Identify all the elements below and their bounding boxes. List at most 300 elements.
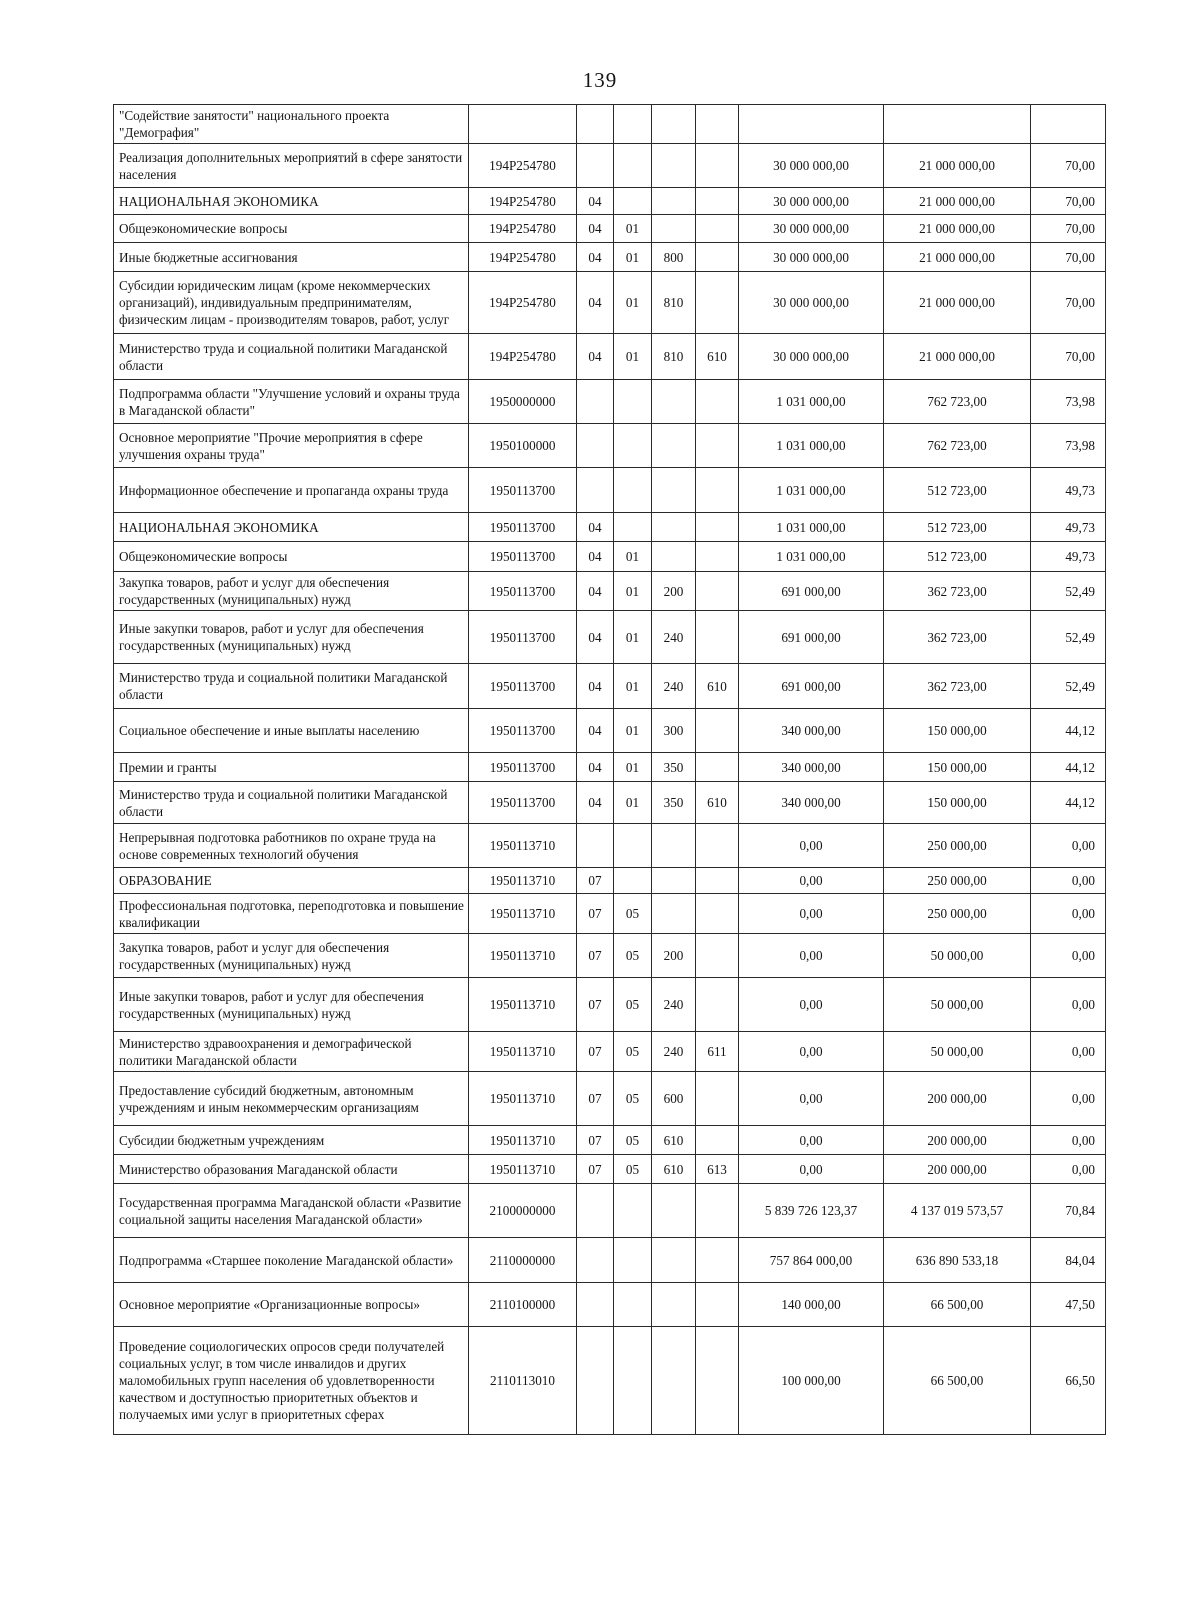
target-article-cell: 2100000000 [469, 1184, 577, 1238]
subsection-cell: 05 [614, 1072, 652, 1126]
planned-amount-cell: 30 000 000,00 [739, 334, 884, 380]
admin-code-cell [696, 513, 739, 542]
expense-type-cell [652, 105, 696, 144]
planned-amount-cell: 340 000,00 [739, 782, 884, 824]
expense-type-cell: 240 [652, 978, 696, 1032]
table-row [114, 144, 1106, 188]
subsection-cell: 01 [614, 664, 652, 709]
subsection-cell [614, 868, 652, 894]
planned-amount-cell: 1 031 000,00 [739, 513, 884, 542]
planned-amount-cell: 30 000 000,00 [739, 215, 884, 243]
target-article-cell: 1950113710 [469, 934, 577, 978]
section-cell [577, 1283, 614, 1327]
admin-code-cell [696, 1238, 739, 1283]
table-row [114, 753, 1106, 782]
subsection-cell: 01 [614, 243, 652, 272]
row-name-cell: Субсидии юридическим лицам (кроме некоммерческих организаций), индивидуальным предпринимателям, физическим лицам - производителям товаров, работ, услуг [114, 272, 469, 334]
table-row [114, 215, 1106, 243]
executed-amount-cell: 21 000 000,00 [884, 272, 1031, 334]
executed-amount-cell: 150 000,00 [884, 782, 1031, 824]
admin-code-cell: 610 [696, 334, 739, 380]
subsection-cell [614, 105, 652, 144]
target-article-cell: 194P254780 [469, 243, 577, 272]
table-row [114, 243, 1106, 272]
target-article-cell: 1950000000 [469, 380, 577, 424]
table-row [114, 1238, 1106, 1283]
percent-cell: 49,73 [1031, 542, 1106, 572]
table-row [114, 272, 1106, 334]
section-cell: 07 [577, 934, 614, 978]
subsection-cell: 05 [614, 978, 652, 1032]
row-name-cell: Подпрограмма «Старшее поколение Магаданской области» [114, 1238, 469, 1283]
row-name-cell: Общеэкономические вопросы [114, 215, 469, 243]
target-article-cell: 1950113710 [469, 1126, 577, 1155]
section-cell [577, 380, 614, 424]
planned-amount-cell: 691 000,00 [739, 611, 884, 664]
admin-code-cell [696, 894, 739, 934]
row-name-cell: Проведение социологических опросов среди получателей социальных услуг, в том числе инвалидов и других маломобильных групп населения об удовлетворенности качеством и доступностью приоритетных объектов и получаемых ими услуг в приоритетных сферах [114, 1327, 469, 1435]
section-cell: 04 [577, 572, 614, 611]
expense-type-cell: 610 [652, 1126, 696, 1155]
table-row [114, 894, 1106, 934]
planned-amount-cell: 30 000 000,00 [739, 243, 884, 272]
section-cell [577, 1238, 614, 1283]
page-number: 139 [582, 68, 618, 92]
planned-amount-cell: 340 000,00 [739, 709, 884, 753]
planned-amount-cell: 0,00 [739, 1032, 884, 1072]
percent-cell: 49,73 [1031, 513, 1106, 542]
table-row [114, 824, 1106, 868]
executed-amount-cell: 21 000 000,00 [884, 334, 1031, 380]
row-name-cell: Предоставление субсидий бюджетным, автономным учреждениям и иным некоммерческим организациям [114, 1072, 469, 1126]
row-name-cell: Премии и гранты [114, 753, 469, 782]
executed-amount-cell: 200 000,00 [884, 1155, 1031, 1184]
expense-type-cell: 810 [652, 334, 696, 380]
subsection-cell [614, 468, 652, 513]
target-article-cell: 1950100000 [469, 424, 577, 468]
table-row [114, 1126, 1106, 1155]
table-row [114, 611, 1106, 664]
section-cell [577, 144, 614, 188]
subsection-cell [614, 1184, 652, 1238]
target-article-cell: 194P254780 [469, 215, 577, 243]
admin-code-cell: 613 [696, 1155, 739, 1184]
section-cell: 04 [577, 709, 614, 753]
expense-type-cell [652, 868, 696, 894]
percent-cell: 70,00 [1031, 215, 1106, 243]
percent-cell: 0,00 [1031, 1126, 1106, 1155]
section-cell: 07 [577, 1072, 614, 1126]
planned-amount-cell: 30 000 000,00 [739, 272, 884, 334]
expense-type-cell [652, 1283, 696, 1327]
planned-amount-cell: 1 031 000,00 [739, 380, 884, 424]
table-body [114, 105, 1106, 1435]
planned-amount-cell: 340 000,00 [739, 753, 884, 782]
admin-code-cell [696, 868, 739, 894]
row-name-cell: Иные закупки товаров, работ и услуг для обеспечения государственных (муниципальных) нужд [114, 978, 469, 1032]
executed-amount-cell: 21 000 000,00 [884, 144, 1031, 188]
planned-amount-cell: 691 000,00 [739, 664, 884, 709]
admin-code-cell [696, 709, 739, 753]
table-row [114, 513, 1106, 542]
percent-cell: 0,00 [1031, 1072, 1106, 1126]
target-article-cell: 1950113710 [469, 894, 577, 934]
executed-amount-cell: 762 723,00 [884, 380, 1031, 424]
planned-amount-cell: 0,00 [739, 934, 884, 978]
row-name-cell: НАЦИОНАЛЬНАЯ ЭКОНОМИКА [114, 188, 469, 215]
executed-amount-cell: 636 890 533,18 [884, 1238, 1031, 1283]
subsection-cell: 05 [614, 894, 652, 934]
planned-amount-cell: 0,00 [739, 978, 884, 1032]
target-article-cell: 194P254780 [469, 188, 577, 215]
subsection-cell [614, 513, 652, 542]
percent-cell: 49,73 [1031, 468, 1106, 513]
planned-amount-cell: 0,00 [739, 868, 884, 894]
section-cell [577, 468, 614, 513]
executed-amount-cell: 200 000,00 [884, 1126, 1031, 1155]
expense-type-cell [652, 824, 696, 868]
expense-type-cell [652, 380, 696, 424]
planned-amount-cell: 5 839 726 123,37 [739, 1184, 884, 1238]
table-row [114, 188, 1106, 215]
admin-code-cell: 610 [696, 664, 739, 709]
table-row [114, 1155, 1106, 1184]
section-cell: 07 [577, 868, 614, 894]
admin-code-cell [696, 424, 739, 468]
section-cell: 04 [577, 611, 614, 664]
subsection-cell: 05 [614, 1155, 652, 1184]
row-name-cell: Государственная программа Магаданской области «Развитие социальной защиты населения Магаданской области» [114, 1184, 469, 1238]
executed-amount-cell: 150 000,00 [884, 709, 1031, 753]
section-cell: 04 [577, 664, 614, 709]
table-row [114, 868, 1106, 894]
subsection-cell [614, 824, 652, 868]
row-name-cell: Информационное обеспечение и пропаганда охраны труда [114, 468, 469, 513]
row-name-cell: Субсидии бюджетным учреждениям [114, 1126, 469, 1155]
target-article-cell: 1950113710 [469, 824, 577, 868]
executed-amount-cell: 150 000,00 [884, 753, 1031, 782]
section-cell [577, 1327, 614, 1435]
percent-cell: 0,00 [1031, 1032, 1106, 1072]
expense-type-cell: 800 [652, 243, 696, 272]
percent-cell: 52,49 [1031, 611, 1106, 664]
subsection-cell [614, 1238, 652, 1283]
table-row [114, 1327, 1106, 1435]
percent-cell: 73,98 [1031, 424, 1106, 468]
expense-type-cell [652, 424, 696, 468]
table-row [114, 978, 1106, 1032]
subsection-cell: 05 [614, 1032, 652, 1072]
target-article-cell: 1950113700 [469, 664, 577, 709]
section-cell: 04 [577, 513, 614, 542]
row-name-cell: Министерство здравоохранения и демографической политики Магаданской области [114, 1032, 469, 1072]
row-name-cell: Закупка товаров, работ и услуг для обеспечения государственных (муниципальных) нужд [114, 572, 469, 611]
section-cell [577, 105, 614, 144]
row-name-cell: Основное мероприятие «Организационные вопросы» [114, 1283, 469, 1327]
row-name-cell: Иные закупки товаров, работ и услуг для обеспечения государственных (муниципальных) нужд [114, 611, 469, 664]
admin-code-cell [696, 572, 739, 611]
subsection-cell: 05 [614, 1126, 652, 1155]
admin-code-cell [696, 243, 739, 272]
section-cell: 04 [577, 215, 614, 243]
section-cell [577, 1184, 614, 1238]
section-cell: 04 [577, 753, 614, 782]
percent-cell: 0,00 [1031, 824, 1106, 868]
expense-type-cell: 810 [652, 272, 696, 334]
planned-amount-cell: 0,00 [739, 1155, 884, 1184]
admin-code-cell [696, 824, 739, 868]
expense-type-cell [652, 894, 696, 934]
executed-amount-cell: 512 723,00 [884, 542, 1031, 572]
subsection-cell: 01 [614, 542, 652, 572]
table-row [114, 782, 1106, 824]
target-article-cell [469, 105, 577, 144]
percent-cell [1031, 105, 1106, 144]
expense-type-cell: 200 [652, 934, 696, 978]
target-article-cell: 1950113700 [469, 542, 577, 572]
row-name-cell: Профессиональная подготовка, переподготовка и повышение квалификации [114, 894, 469, 934]
expense-type-cell [652, 1327, 696, 1435]
table-row [114, 380, 1106, 424]
expense-type-cell: 240 [652, 611, 696, 664]
expense-type-cell [652, 215, 696, 243]
table-row [114, 468, 1106, 513]
expense-type-cell [652, 1184, 696, 1238]
row-name-cell: ОБРАЗОВАНИЕ [114, 868, 469, 894]
admin-code-cell [696, 215, 739, 243]
row-name-cell: Закупка товаров, работ и услуг для обеспечения государственных (муниципальных) нужд [114, 934, 469, 978]
subsection-cell: 01 [614, 334, 652, 380]
target-article-cell: 1950113710 [469, 1032, 577, 1072]
expense-type-cell: 240 [652, 664, 696, 709]
executed-amount-cell: 50 000,00 [884, 978, 1031, 1032]
subsection-cell: 05 [614, 934, 652, 978]
target-article-cell: 1950113700 [469, 709, 577, 753]
table-row [114, 1032, 1106, 1072]
expense-type-cell: 240 [652, 1032, 696, 1072]
target-article-cell: 1950113700 [469, 782, 577, 824]
row-name-cell: "Содействие занятости" национального проекта "Демография" [114, 105, 469, 144]
executed-amount-cell: 66 500,00 [884, 1327, 1031, 1435]
planned-amount-cell: 0,00 [739, 824, 884, 868]
executed-amount-cell: 21 000 000,00 [884, 188, 1031, 215]
admin-code-cell [696, 1072, 739, 1126]
target-article-cell: 1950113700 [469, 611, 577, 664]
percent-cell: 70,84 [1031, 1184, 1106, 1238]
percent-cell: 84,04 [1031, 1238, 1106, 1283]
row-name-cell: Министерство образования Магаданской области [114, 1155, 469, 1184]
planned-amount-cell: 1 031 000,00 [739, 542, 884, 572]
section-cell: 07 [577, 1126, 614, 1155]
target-article-cell: 194P254780 [469, 334, 577, 380]
planned-amount-cell: 0,00 [739, 1126, 884, 1155]
target-article-cell: 1950113700 [469, 572, 577, 611]
target-article-cell: 1950113710 [469, 1072, 577, 1126]
executed-amount-cell: 50 000,00 [884, 1032, 1031, 1072]
planned-amount-cell: 140 000,00 [739, 1283, 884, 1327]
admin-code-cell [696, 105, 739, 144]
target-article-cell: 194P254780 [469, 144, 577, 188]
planned-amount-cell: 1 031 000,00 [739, 424, 884, 468]
admin-code-cell [696, 468, 739, 513]
admin-code-cell: 610 [696, 782, 739, 824]
row-name-cell: НАЦИОНАЛЬНАЯ ЭКОНОМИКА [114, 513, 469, 542]
executed-amount-cell: 21 000 000,00 [884, 243, 1031, 272]
row-name-cell: Иные бюджетные ассигнования [114, 243, 469, 272]
row-name-cell: Общеэкономические вопросы [114, 542, 469, 572]
executed-amount-cell: 66 500,00 [884, 1283, 1031, 1327]
admin-code-cell [696, 272, 739, 334]
planned-amount-cell: 0,00 [739, 1072, 884, 1126]
row-name-cell: Реализация дополнительных мероприятий в сфере занятости населения [114, 144, 469, 188]
subsection-cell [614, 188, 652, 215]
subsection-cell [614, 144, 652, 188]
planned-amount-cell: 30 000 000,00 [739, 188, 884, 215]
executed-amount-cell: 362 723,00 [884, 611, 1031, 664]
percent-cell: 0,00 [1031, 934, 1106, 978]
section-cell: 04 [577, 272, 614, 334]
subsection-cell: 01 [614, 753, 652, 782]
section-cell: 04 [577, 542, 614, 572]
section-cell: 07 [577, 1155, 614, 1184]
section-cell: 07 [577, 894, 614, 934]
admin-code-cell [696, 144, 739, 188]
subsection-cell [614, 1283, 652, 1327]
expense-type-cell [652, 513, 696, 542]
admin-code-cell [696, 1327, 739, 1435]
target-article-cell: 194P254780 [469, 272, 577, 334]
executed-amount-cell: 50 000,00 [884, 934, 1031, 978]
table-row [114, 424, 1106, 468]
table-row [114, 334, 1106, 380]
subsection-cell: 01 [614, 782, 652, 824]
admin-code-cell [696, 188, 739, 215]
target-article-cell: 1950113710 [469, 1155, 577, 1184]
table-row [114, 572, 1106, 611]
planned-amount-cell: 691 000,00 [739, 572, 884, 611]
admin-code-cell [696, 934, 739, 978]
expense-type-cell: 300 [652, 709, 696, 753]
percent-cell: 44,12 [1031, 709, 1106, 753]
executed-amount-cell: 250 000,00 [884, 824, 1031, 868]
planned-amount-cell: 100 000,00 [739, 1327, 884, 1435]
planned-amount-cell: 30 000 000,00 [739, 144, 884, 188]
percent-cell: 0,00 [1031, 894, 1106, 934]
percent-cell: 66,50 [1031, 1327, 1106, 1435]
table-row [114, 105, 1106, 144]
executed-amount-cell [884, 105, 1031, 144]
percent-cell: 70,00 [1031, 334, 1106, 380]
expense-type-cell: 610 [652, 1155, 696, 1184]
percent-cell: 73,98 [1031, 380, 1106, 424]
subsection-cell: 01 [614, 215, 652, 243]
table-row [114, 542, 1106, 572]
target-article-cell: 1950113710 [469, 868, 577, 894]
executed-amount-cell: 362 723,00 [884, 664, 1031, 709]
row-name-cell: Министерство труда и социальной политики Магаданской области [114, 334, 469, 380]
percent-cell: 0,00 [1031, 1155, 1106, 1184]
expense-type-cell: 350 [652, 782, 696, 824]
planned-amount-cell: 1 031 000,00 [739, 468, 884, 513]
table-row [114, 1283, 1106, 1327]
subsection-cell [614, 1327, 652, 1435]
section-cell: 07 [577, 978, 614, 1032]
table-row [114, 664, 1106, 709]
executed-amount-cell: 250 000,00 [884, 894, 1031, 934]
target-article-cell: 1950113710 [469, 978, 577, 1032]
expense-type-cell [652, 1238, 696, 1283]
planned-amount-cell [739, 105, 884, 144]
admin-code-cell [696, 1283, 739, 1327]
percent-cell: 70,00 [1031, 272, 1106, 334]
planned-amount-cell: 0,00 [739, 894, 884, 934]
target-article-cell: 1950113700 [469, 753, 577, 782]
row-name-cell: Непрерывная подготовка работников по охране труда на основе современных технологий обучения [114, 824, 469, 868]
executed-amount-cell: 762 723,00 [884, 424, 1031, 468]
expense-type-cell [652, 144, 696, 188]
admin-code-cell [696, 1126, 739, 1155]
row-name-cell: Социальное обеспечение и иные выплаты населению [114, 709, 469, 753]
subsection-cell [614, 424, 652, 468]
budget-table [113, 104, 1106, 1435]
admin-code-cell [696, 978, 739, 1032]
target-article-cell: 1950113700 [469, 513, 577, 542]
target-article-cell: 2110000000 [469, 1238, 577, 1283]
executed-amount-cell: 512 723,00 [884, 513, 1031, 542]
admin-code-cell [696, 1184, 739, 1238]
admin-code-cell [696, 542, 739, 572]
section-cell: 04 [577, 334, 614, 380]
expense-type-cell: 350 [652, 753, 696, 782]
executed-amount-cell: 362 723,00 [884, 572, 1031, 611]
percent-cell: 70,00 [1031, 243, 1106, 272]
executed-amount-cell: 4 137 019 573,57 [884, 1184, 1031, 1238]
section-cell: 04 [577, 782, 614, 824]
admin-code-cell [696, 753, 739, 782]
row-name-cell: Подпрограмма области "Улучшение условий и охраны труда в Магаданской области" [114, 380, 469, 424]
executed-amount-cell: 200 000,00 [884, 1072, 1031, 1126]
admin-code-cell: 611 [696, 1032, 739, 1072]
admin-code-cell [696, 611, 739, 664]
subsection-cell [614, 380, 652, 424]
percent-cell: 44,12 [1031, 782, 1106, 824]
subsection-cell: 01 [614, 709, 652, 753]
table-row [114, 934, 1106, 978]
target-article-cell: 1950113700 [469, 468, 577, 513]
table-row [114, 709, 1106, 753]
table-row [114, 1072, 1106, 1126]
table-row [114, 1184, 1106, 1238]
expense-type-cell [652, 542, 696, 572]
section-cell: 04 [577, 188, 614, 215]
row-name-cell: Основное мероприятие "Прочие мероприятия в сфере улучшения охраны труда" [114, 424, 469, 468]
section-cell [577, 824, 614, 868]
expense-type-cell [652, 188, 696, 215]
executed-amount-cell: 21 000 000,00 [884, 215, 1031, 243]
percent-cell: 70,00 [1031, 188, 1106, 215]
target-article-cell: 2110100000 [469, 1283, 577, 1327]
percent-cell: 47,50 [1031, 1283, 1106, 1327]
admin-code-cell [696, 380, 739, 424]
subsection-cell: 01 [614, 611, 652, 664]
percent-cell: 44,12 [1031, 753, 1106, 782]
expense-type-cell: 200 [652, 572, 696, 611]
percent-cell: 70,00 [1031, 144, 1106, 188]
section-cell: 04 [577, 243, 614, 272]
planned-amount-cell: 757 864 000,00 [739, 1238, 884, 1283]
expense-type-cell [652, 468, 696, 513]
row-name-cell: Министерство труда и социальной политики Магаданской области [114, 664, 469, 709]
